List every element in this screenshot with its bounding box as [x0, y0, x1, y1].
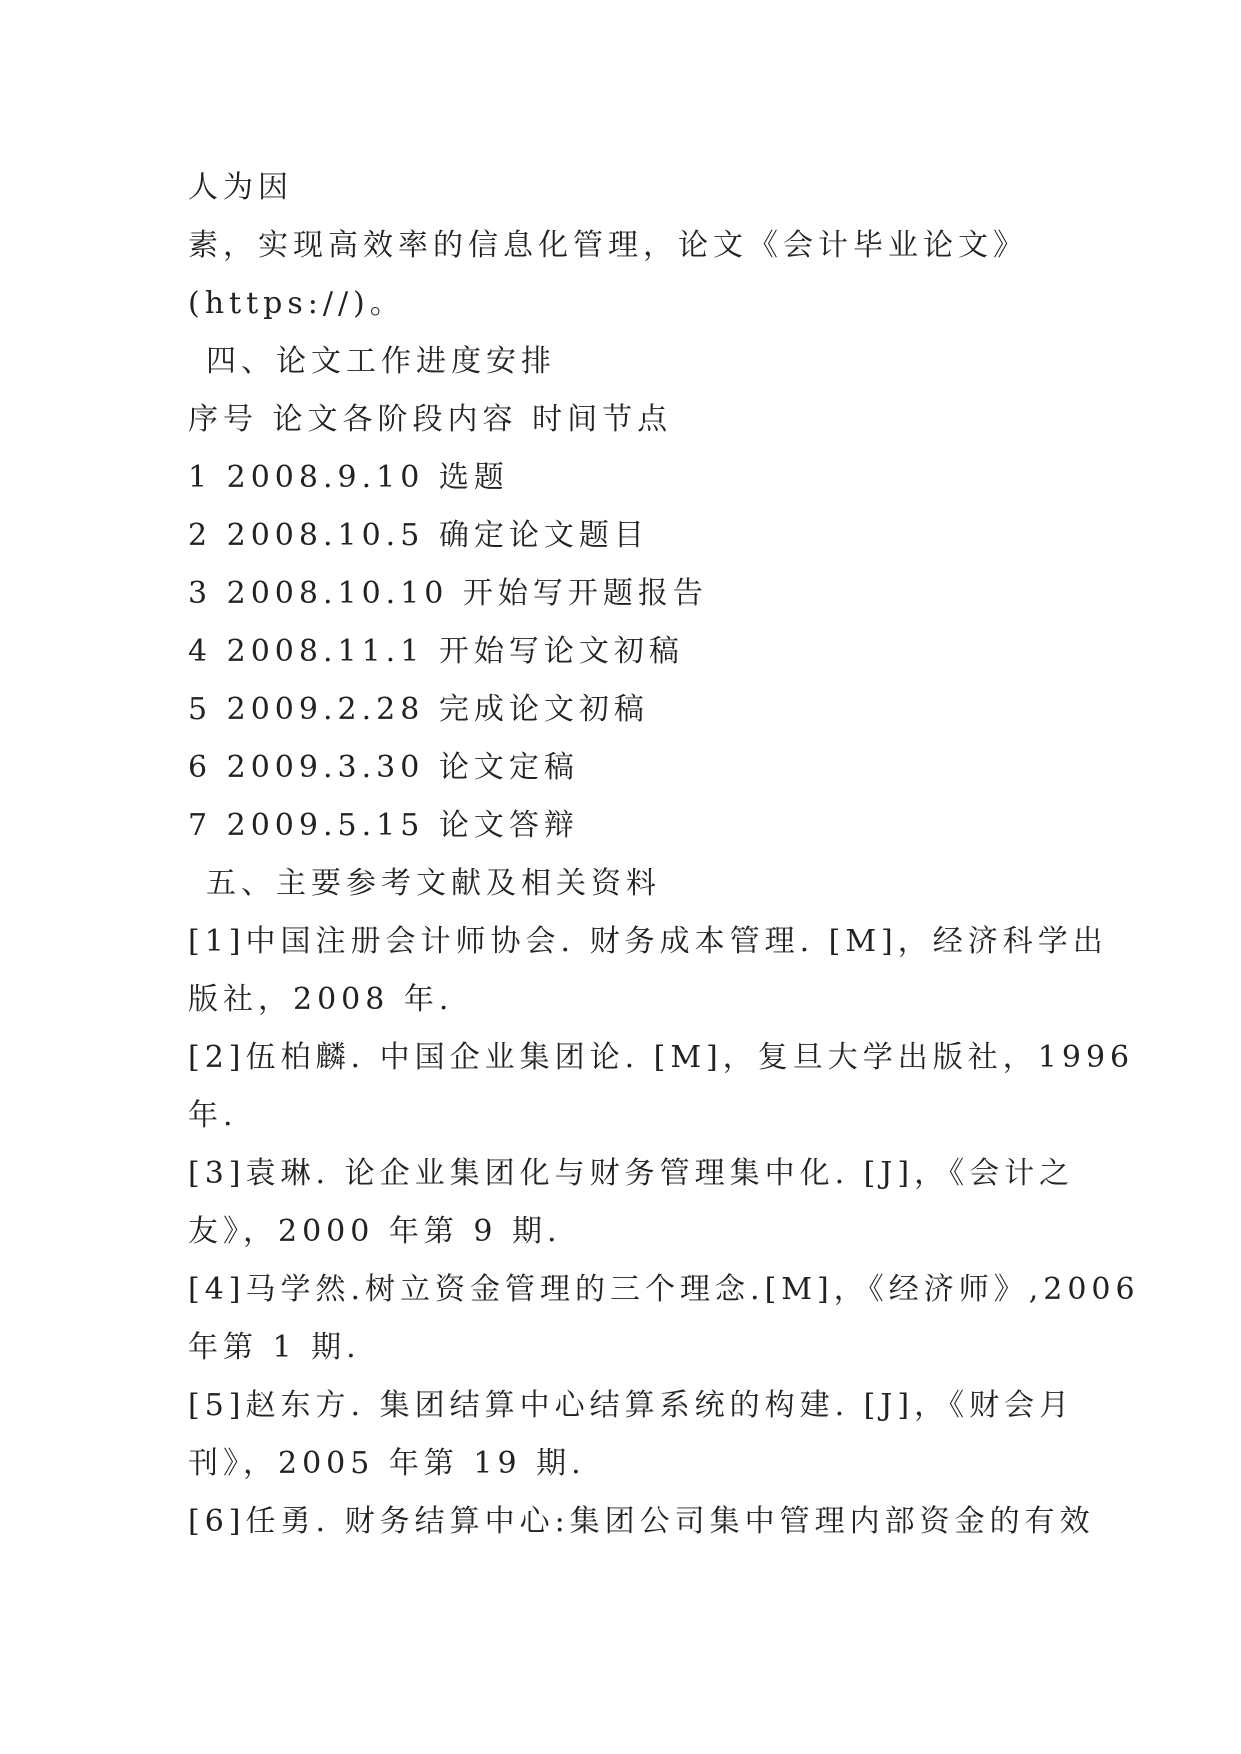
schedule-row: 7 2009.5.15 论文答辩: [188, 808, 579, 843]
text-line: (https://)。: [188, 286, 405, 321]
schedule-row: 2 2008.10.5 确定论文题目: [188, 518, 649, 553]
reference-line: 年.: [188, 1098, 238, 1133]
section-heading: 五、主要参考文献及相关资料: [206, 866, 661, 901]
section-heading: 四、论文工作进度安排: [206, 344, 556, 379]
reference-line: [1]中国注册会计师协会. 财务成本管理. [M]，经济科学出: [188, 924, 1108, 959]
schedule-row: 3 2008.10.10 开始写开题报告: [188, 576, 708, 611]
reference-line: 版社，2008 年.: [188, 982, 454, 1017]
reference-line: [4]马学然.树立资金管理的三个理念.[M]，《经济师》,2006: [188, 1272, 1140, 1307]
reference-line: [6]任勇. 财务结算中心:集团公司集中管理内部资金的有效: [188, 1504, 1095, 1539]
reference-line: 刊》，2005 年第 19 期.: [188, 1446, 586, 1481]
schedule-row: 1 2008.9.10 选题: [188, 460, 509, 495]
text-line: 素，实现高效率的信息化管理，论文《会计毕业论文》: [188, 228, 1028, 263]
schedule-row: 4 2008.11.1 开始写论文初稿: [188, 634, 684, 669]
table-header: 序号 论文各阶段内容 时间节点: [188, 402, 673, 437]
text-line: 人为因: [188, 170, 293, 205]
reference-line: [2]伍柏麟. 中国企业集团论. [M]，复旦大学出版社，1996: [188, 1040, 1135, 1075]
schedule-row: 6 2009.3.30 论文定稿: [188, 750, 579, 785]
reference-line: 年第 1 期.: [188, 1330, 361, 1365]
reference-line: 友》，2000 年第 9 期.: [188, 1214, 562, 1249]
reference-line: [3]袁琳. 论企业集团化与财务管理集中化. [J]，《会计之: [188, 1156, 1075, 1191]
reference-line: [5]赵东方. 集团结算中心结算系统的构建. [J]，《财会月: [188, 1388, 1075, 1423]
schedule-row: 5 2009.2.28 完成论文初稿: [188, 692, 649, 727]
